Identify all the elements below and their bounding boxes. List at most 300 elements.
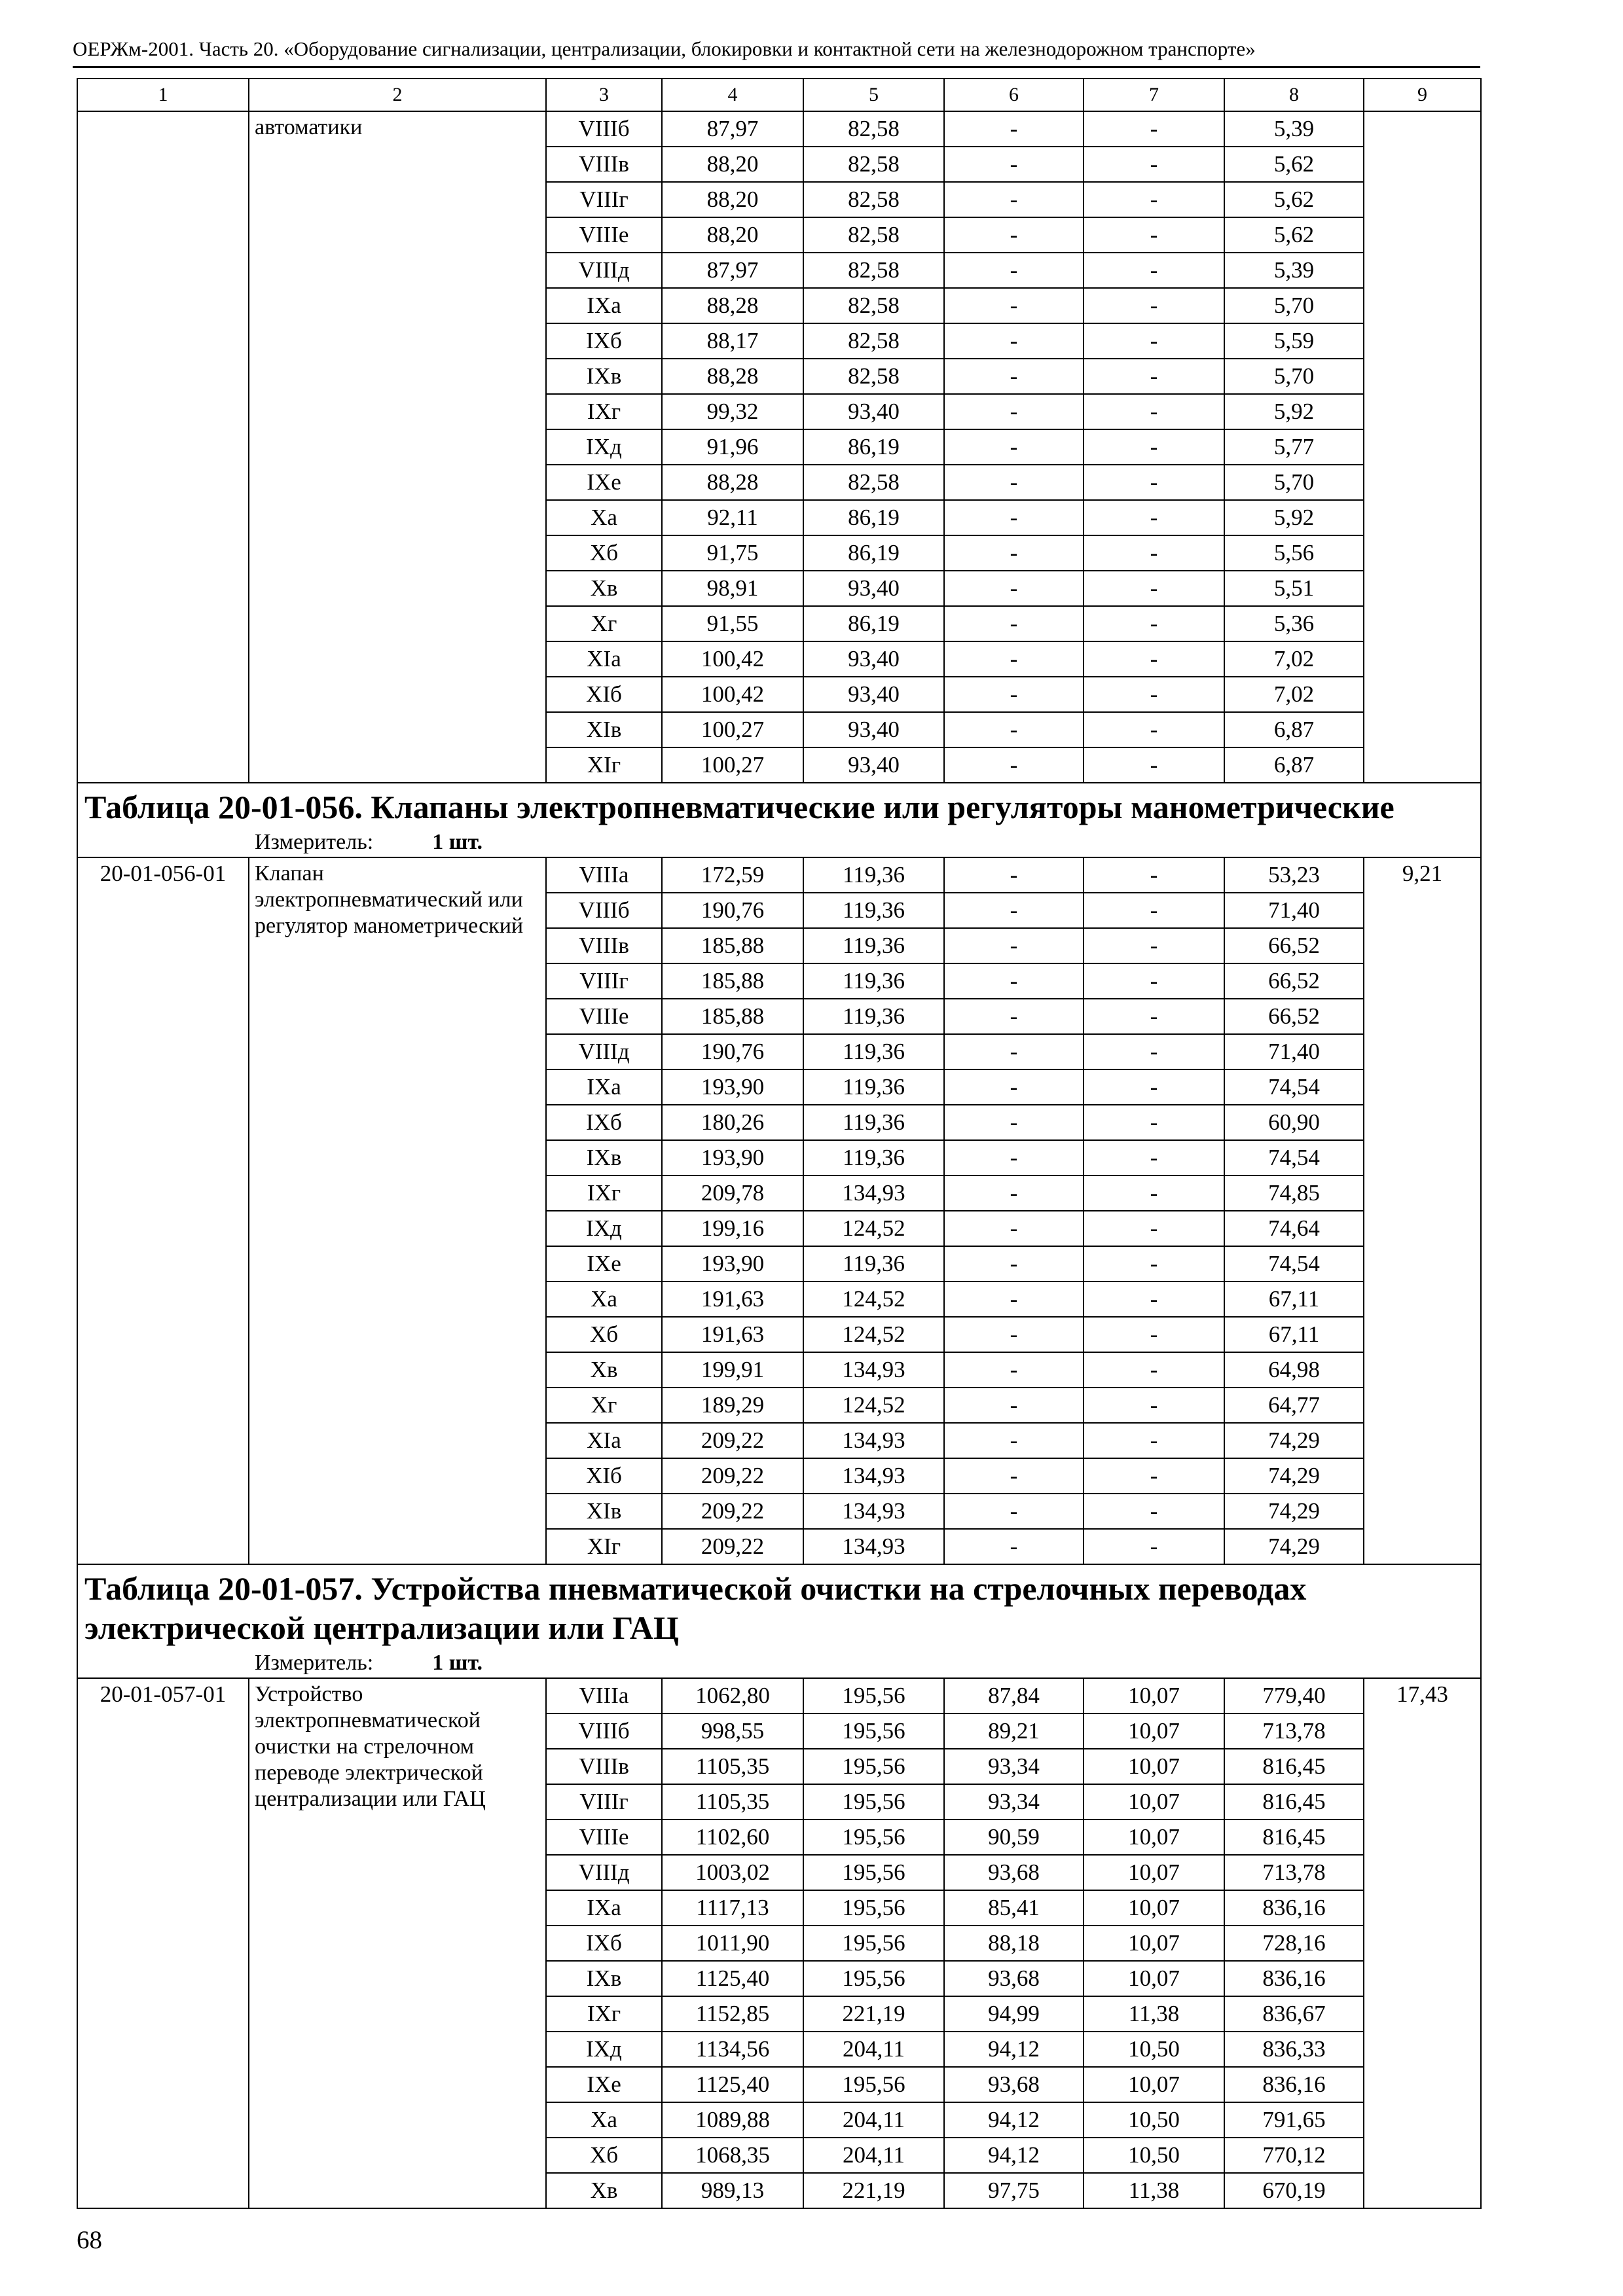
value-cell: 816,45: [1224, 1749, 1364, 1784]
value-cell: 185,88: [662, 963, 803, 999]
value-cell: -: [1084, 1529, 1224, 1564]
value-cell: 770,12: [1224, 2138, 1364, 2173]
column-number-row: [77, 79, 1481, 111]
value-cell: VIIIг: [546, 182, 662, 217]
value-cell: -: [1084, 394, 1224, 429]
value-cell: 86,19: [803, 500, 944, 535]
table-row: [77, 1678, 1481, 1713]
unit-cell: [77, 1649, 1481, 1678]
value-cell: -: [1084, 1105, 1224, 1140]
column-number: 7: [1084, 79, 1224, 111]
value-cell: 209,22: [662, 1423, 803, 1458]
value-cell: 189,29: [662, 1388, 803, 1423]
value-cell: 5,92: [1224, 500, 1364, 535]
value-cell: 82,58: [803, 288, 944, 323]
value-cell: 119,36: [803, 1034, 944, 1069]
value-cell: 74,54: [1224, 1069, 1364, 1105]
value-cell: 5,56: [1224, 535, 1364, 571]
value-cell: 93,40: [803, 712, 944, 747]
value-cell: 74,29: [1224, 1494, 1364, 1529]
value-cell: 82,58: [803, 217, 944, 253]
value-cell: 90,59: [944, 1820, 1084, 1855]
value-cell: -: [1084, 1175, 1224, 1211]
page-number: 68: [77, 2226, 102, 2254]
value-cell: 5,77: [1224, 429, 1364, 465]
value-cell: 836,16: [1224, 1961, 1364, 1996]
value-cell: 5,70: [1224, 465, 1364, 500]
value-cell: -: [944, 641, 1084, 677]
value-cell: 193,90: [662, 1246, 803, 1282]
value-cell: 94,12: [944, 2032, 1084, 2067]
value-cell: -: [944, 288, 1084, 323]
value-cell: 1105,35: [662, 1784, 803, 1820]
column-number: 6: [944, 79, 1084, 111]
value-cell: 1068,35: [662, 2138, 803, 2173]
value-cell: 119,36: [803, 1105, 944, 1140]
column-number: 3: [546, 79, 662, 111]
value-cell: 998,55: [662, 1713, 803, 1749]
value-cell: 94,12: [944, 2102, 1084, 2138]
value-cell: 728,16: [1224, 1926, 1364, 1961]
value-cell: IXд: [546, 2032, 662, 2067]
value-cell: -: [1084, 1034, 1224, 1069]
value-cell: 71,40: [1224, 893, 1364, 928]
value-cell: -: [944, 253, 1084, 288]
value-cell: -: [944, 893, 1084, 928]
value-cell: 193,90: [662, 1069, 803, 1105]
value-cell: 74,64: [1224, 1211, 1364, 1246]
running-header: ОЕРЖм-2001. Часть 20. «Оборудование сигнализации, централизации, блокировки и контактной сети на железнодорожном транспорте»: [73, 37, 1256, 60]
value-cell: 93,68: [944, 1961, 1084, 1996]
value-cell: 134,93: [803, 1529, 944, 1564]
value-cell: 119,36: [803, 857, 944, 893]
value-cell: VIIIб: [546, 111, 662, 147]
value-cell: 209,22: [662, 1458, 803, 1494]
value-cell: 195,56: [803, 1820, 944, 1855]
value-cell: 836,33: [1224, 2032, 1364, 2067]
value-cell: -: [944, 1105, 1084, 1140]
value-cell: -: [944, 1282, 1084, 1317]
value-cell: VIIIа: [546, 1678, 662, 1713]
value-cell: 93,40: [803, 641, 944, 677]
value-cell: 87,97: [662, 111, 803, 147]
value-cell: 7,02: [1224, 677, 1364, 712]
value-cell: 71,40: [1224, 1034, 1364, 1069]
name-cell: автоматики: [249, 111, 546, 783]
value-cell: -: [944, 1317, 1084, 1352]
value-cell: -: [1084, 111, 1224, 147]
value-cell: 10,50: [1084, 2032, 1224, 2067]
value-cell: 93,34: [944, 1749, 1084, 1784]
table-title: Таблица 20-01-057. Устройства пневматической очистки на стрелочных переводах электрической централизации или ГАЦ: [77, 1564, 1481, 1649]
value-cell: 74,54: [1224, 1140, 1364, 1175]
value-cell: 134,93: [803, 1352, 944, 1388]
value-cell: 191,63: [662, 1282, 803, 1317]
value-cell: 88,20: [662, 147, 803, 182]
value-cell: -: [1084, 963, 1224, 999]
value-cell: 779,40: [1224, 1678, 1364, 1713]
value-cell: -: [1084, 253, 1224, 288]
value-cell: 10,07: [1084, 1713, 1224, 1749]
value-cell: 1152,85: [662, 1996, 803, 2032]
code-cell: 20-01-057-01: [77, 1678, 249, 2208]
table-title-row: [77, 783, 1481, 828]
value-cell: -: [1084, 1458, 1224, 1494]
value-cell: -: [944, 1211, 1084, 1246]
value-cell: VIIIб: [546, 1713, 662, 1749]
value-cell: 670,19: [1224, 2173, 1364, 2208]
value-cell: 124,52: [803, 1282, 944, 1317]
value-cell: VIIIд: [546, 1034, 662, 1069]
value-cell: 93,68: [944, 1855, 1084, 1890]
value-cell: 5,62: [1224, 182, 1364, 217]
value-cell: IXв: [546, 359, 662, 394]
value-cell: 10,07: [1084, 1749, 1224, 1784]
value-cell: 88,17: [662, 323, 803, 359]
value-cell: IXв: [546, 1140, 662, 1175]
value-cell: -: [1084, 928, 1224, 963]
value-cell: 791,65: [1224, 2102, 1364, 2138]
value-cell: Xг: [546, 1388, 662, 1423]
unit-value: 1 шт.: [432, 1651, 483, 1675]
value-cell: 86,19: [803, 606, 944, 641]
value-cell: VIIIг: [546, 963, 662, 999]
value-cell: -: [944, 747, 1084, 783]
value-cell: -: [1084, 1317, 1224, 1352]
value-cell: 10,07: [1084, 1820, 1224, 1855]
value-cell: 87,84: [944, 1678, 1084, 1713]
value-cell: 1003,02: [662, 1855, 803, 1890]
unit-value: 1 шт.: [432, 830, 483, 854]
value-cell: 816,45: [1224, 1784, 1364, 1820]
value-cell: 134,93: [803, 1175, 944, 1211]
value-cell: 74,29: [1224, 1458, 1364, 1494]
value-cell: 124,52: [803, 1317, 944, 1352]
value-cell: 5,36: [1224, 606, 1364, 641]
value-cell: 10,07: [1084, 1890, 1224, 1926]
value-cell: 1102,60: [662, 1820, 803, 1855]
value-cell: 82,58: [803, 182, 944, 217]
value-cell: 88,28: [662, 359, 803, 394]
value-cell: 94,12: [944, 2138, 1084, 2173]
value-cell: 88,20: [662, 217, 803, 253]
value-cell: 5,70: [1224, 359, 1364, 394]
value-cell: -: [1084, 1423, 1224, 1458]
value-cell: 74,85: [1224, 1175, 1364, 1211]
value-cell: IXд: [546, 429, 662, 465]
value-cell: -: [944, 323, 1084, 359]
value-cell: -: [944, 1034, 1084, 1069]
value-cell: 88,20: [662, 182, 803, 217]
value-cell: 88,28: [662, 288, 803, 323]
value-cell: 1089,88: [662, 2102, 803, 2138]
value-cell: Xв: [546, 571, 662, 606]
value-cell: 195,56: [803, 1961, 944, 1996]
value-cell: -: [944, 394, 1084, 429]
value-cell: 1011,90: [662, 1926, 803, 1961]
value-cell: -: [944, 217, 1084, 253]
value-cell: 88,18: [944, 1926, 1084, 1961]
value-cell: -: [1084, 1282, 1224, 1317]
value-cell: -: [1084, 606, 1224, 641]
value-cell: 134,93: [803, 1494, 944, 1529]
value-cell: 64,98: [1224, 1352, 1364, 1388]
value-cell: 172,59: [662, 857, 803, 893]
value-cell: -: [944, 1388, 1084, 1423]
table-title: Таблица 20-01-056. Клапаны электропневматические или регуляторы манометрические: [77, 783, 1481, 828]
value-cell: -: [1084, 641, 1224, 677]
value-cell: 86,19: [803, 535, 944, 571]
value-cell: 5,39: [1224, 253, 1364, 288]
value-cell: VIIIб: [546, 893, 662, 928]
value-cell: 836,67: [1224, 1996, 1364, 2032]
value-cell: 190,76: [662, 893, 803, 928]
value-cell: -: [944, 359, 1084, 394]
value-cell: VIIIг: [546, 1784, 662, 1820]
value-cell: -: [1084, 465, 1224, 500]
unit-row: [77, 1649, 1481, 1678]
value-cell: 92,11: [662, 500, 803, 535]
value-cell: -: [944, 465, 1084, 500]
value-cell: -: [1084, 1352, 1224, 1388]
value-cell: -: [944, 182, 1084, 217]
unit-label: Измеритель:: [255, 830, 374, 854]
value-cell: 209,78: [662, 1175, 803, 1211]
value-cell: 193,90: [662, 1140, 803, 1175]
value-cell: 10,50: [1084, 2102, 1224, 2138]
value-cell: 66,52: [1224, 928, 1364, 963]
value-cell: 119,36: [803, 928, 944, 963]
value-cell: 199,16: [662, 1211, 803, 1246]
value-cell: -: [944, 571, 1084, 606]
value-cell: 6,87: [1224, 747, 1364, 783]
value-cell: -: [944, 111, 1084, 147]
value-cell: 124,52: [803, 1211, 944, 1246]
value-cell: -: [944, 429, 1084, 465]
value-cell: 93,68: [944, 2067, 1084, 2102]
value-cell: IXе: [546, 2067, 662, 2102]
value-cell: 82,58: [803, 465, 944, 500]
value-cell: 82,58: [803, 111, 944, 147]
value-cell: 53,23: [1224, 857, 1364, 893]
value-cell: 82,58: [803, 147, 944, 182]
value-cell: 195,56: [803, 1678, 944, 1713]
value-cell: 1062,80: [662, 1678, 803, 1713]
value-cell: 195,56: [803, 2067, 944, 2102]
value-cell: 91,96: [662, 429, 803, 465]
value-cell: -: [1084, 323, 1224, 359]
value-cell: -: [944, 535, 1084, 571]
value-cell: 93,40: [803, 394, 944, 429]
value-cell: 97,75: [944, 2173, 1084, 2208]
value-cell: 836,16: [1224, 1890, 1364, 1926]
value-cell: 74,54: [1224, 1246, 1364, 1282]
value-cell: 67,11: [1224, 1317, 1364, 1352]
value-cell: 119,36: [803, 1140, 944, 1175]
value-cell: 82,58: [803, 359, 944, 394]
value-cell: -: [1084, 1140, 1224, 1175]
value-cell: XIб: [546, 677, 662, 712]
value-cell: IXд: [546, 1211, 662, 1246]
value-cell: 180,26: [662, 1105, 803, 1140]
value-cell: 204,11: [803, 2032, 944, 2067]
unit-row: [77, 828, 1481, 857]
value-cell: IXв: [546, 1961, 662, 1996]
table-row: [77, 111, 1481, 147]
value-cell: 66,52: [1224, 999, 1364, 1034]
value-cell: -: [944, 1458, 1084, 1494]
value-cell: 93,40: [803, 677, 944, 712]
value-cell: Xб: [546, 1317, 662, 1352]
value-cell: -: [1084, 712, 1224, 747]
value-cell: 209,22: [662, 1529, 803, 1564]
value-cell: 66,52: [1224, 963, 1364, 999]
value-cell: IXг: [546, 1175, 662, 1211]
value-cell: 5,59: [1224, 323, 1364, 359]
value-cell: -: [1084, 535, 1224, 571]
value-cell: -: [1084, 893, 1224, 928]
value-cell: 221,19: [803, 1996, 944, 2032]
value-cell: XIв: [546, 1494, 662, 1529]
value-cell: 713,78: [1224, 1713, 1364, 1749]
value-cell: IXг: [546, 394, 662, 429]
value-cell: -: [944, 500, 1084, 535]
value-cell: 87,97: [662, 253, 803, 288]
value-cell: 134,93: [803, 1458, 944, 1494]
value-cell: 195,56: [803, 1890, 944, 1926]
value-cell: Xв: [546, 2173, 662, 2208]
value-cell: VIIIд: [546, 253, 662, 288]
value-cell: -: [1084, 1246, 1224, 1282]
value-cell: 74,29: [1224, 1423, 1364, 1458]
value-cell: 119,36: [803, 1246, 944, 1282]
value-cell: 195,56: [803, 1926, 944, 1961]
value-cell: 100,42: [662, 677, 803, 712]
value-cell: 1125,40: [662, 1961, 803, 1996]
name-cell: Клапан электропневматический или регулятор манометрический: [249, 857, 546, 1564]
value-cell: 185,88: [662, 928, 803, 963]
value-cell: 60,90: [1224, 1105, 1364, 1140]
value-cell: 94,99: [944, 1996, 1084, 2032]
value-cell: IXе: [546, 465, 662, 500]
value-cell: -: [944, 1529, 1084, 1564]
value-cell: 10,07: [1084, 1855, 1224, 1890]
value-cell: 82,58: [803, 253, 944, 288]
value-cell: 6,87: [1224, 712, 1364, 747]
value-cell: 5,70: [1224, 288, 1364, 323]
value-cell: 10,07: [1084, 1784, 1224, 1820]
value-cell: 191,63: [662, 1317, 803, 1352]
value-cell: Xа: [546, 500, 662, 535]
value-cell: 195,56: [803, 1784, 944, 1820]
column-number: 1: [77, 79, 249, 111]
value-cell: -: [1084, 429, 1224, 465]
value-cell: -: [944, 857, 1084, 893]
value-cell: 204,11: [803, 2138, 944, 2173]
value-cell: 100,27: [662, 712, 803, 747]
value-cell: -: [1084, 857, 1224, 893]
value-cell: 100,42: [662, 641, 803, 677]
value-cell: 99,32: [662, 394, 803, 429]
col9-cell: [1364, 111, 1481, 783]
value-cell: -: [944, 712, 1084, 747]
header-rule: [73, 66, 1480, 68]
value-cell: -: [944, 677, 1084, 712]
value-cell: -: [1084, 999, 1224, 1034]
value-cell: VIIIе: [546, 217, 662, 253]
value-cell: 5,92: [1224, 394, 1364, 429]
value-cell: -: [1084, 359, 1224, 394]
value-cell: IXб: [546, 323, 662, 359]
value-cell: VIIIв: [546, 1749, 662, 1784]
value-cell: -: [1084, 1069, 1224, 1105]
value-cell: 124,52: [803, 1388, 944, 1423]
value-cell: -: [944, 147, 1084, 182]
value-cell: IXа: [546, 1890, 662, 1926]
value-cell: 86,19: [803, 429, 944, 465]
rates-table: [77, 78, 1482, 2209]
value-cell: Xа: [546, 2102, 662, 2138]
value-cell: -: [1084, 147, 1224, 182]
value-cell: 836,16: [1224, 2067, 1364, 2102]
value-cell: 1125,40: [662, 2067, 803, 2102]
value-cell: -: [1084, 1388, 1224, 1423]
value-cell: -: [944, 1494, 1084, 1529]
value-cell: -: [1084, 1494, 1224, 1529]
value-cell: -: [944, 1175, 1084, 1211]
value-cell: -: [1084, 182, 1224, 217]
value-cell: 1117,13: [662, 1890, 803, 1926]
value-cell: VIIIа: [546, 857, 662, 893]
table-title-row: [77, 1564, 1481, 1649]
value-cell: VIIIе: [546, 1820, 662, 1855]
value-cell: XIв: [546, 712, 662, 747]
value-cell: 190,76: [662, 1034, 803, 1069]
value-cell: IXа: [546, 1069, 662, 1105]
value-cell: IXг: [546, 1996, 662, 2032]
value-cell: IXа: [546, 288, 662, 323]
value-cell: 98,91: [662, 571, 803, 606]
value-cell: -: [1084, 288, 1224, 323]
value-cell: 119,36: [803, 893, 944, 928]
value-cell: 10,07: [1084, 1926, 1224, 1961]
value-cell: 713,78: [1224, 1855, 1364, 1890]
value-cell: XIг: [546, 747, 662, 783]
value-cell: 85,41: [944, 1890, 1084, 1926]
value-cell: -: [944, 1140, 1084, 1175]
col9-cell: 9,21: [1364, 857, 1481, 1564]
code-cell: 20-01-056-01: [77, 857, 249, 1564]
value-cell: 7,02: [1224, 641, 1364, 677]
value-cell: 119,36: [803, 1069, 944, 1105]
value-cell: Xб: [546, 2138, 662, 2173]
value-cell: 91,75: [662, 535, 803, 571]
value-cell: 5,62: [1224, 217, 1364, 253]
value-cell: XIа: [546, 1423, 662, 1458]
value-cell: XIб: [546, 1458, 662, 1494]
value-cell: -: [944, 928, 1084, 963]
value-cell: 816,45: [1224, 1820, 1364, 1855]
value-cell: VIIIд: [546, 1855, 662, 1890]
value-cell: 134,93: [803, 1423, 944, 1458]
column-number: 2: [249, 79, 546, 111]
value-cell: 10,07: [1084, 1678, 1224, 1713]
value-cell: 5,62: [1224, 147, 1364, 182]
value-cell: 93,40: [803, 571, 944, 606]
value-cell: 5,39: [1224, 111, 1364, 147]
value-cell: 195,56: [803, 1749, 944, 1784]
value-cell: -: [1084, 677, 1224, 712]
